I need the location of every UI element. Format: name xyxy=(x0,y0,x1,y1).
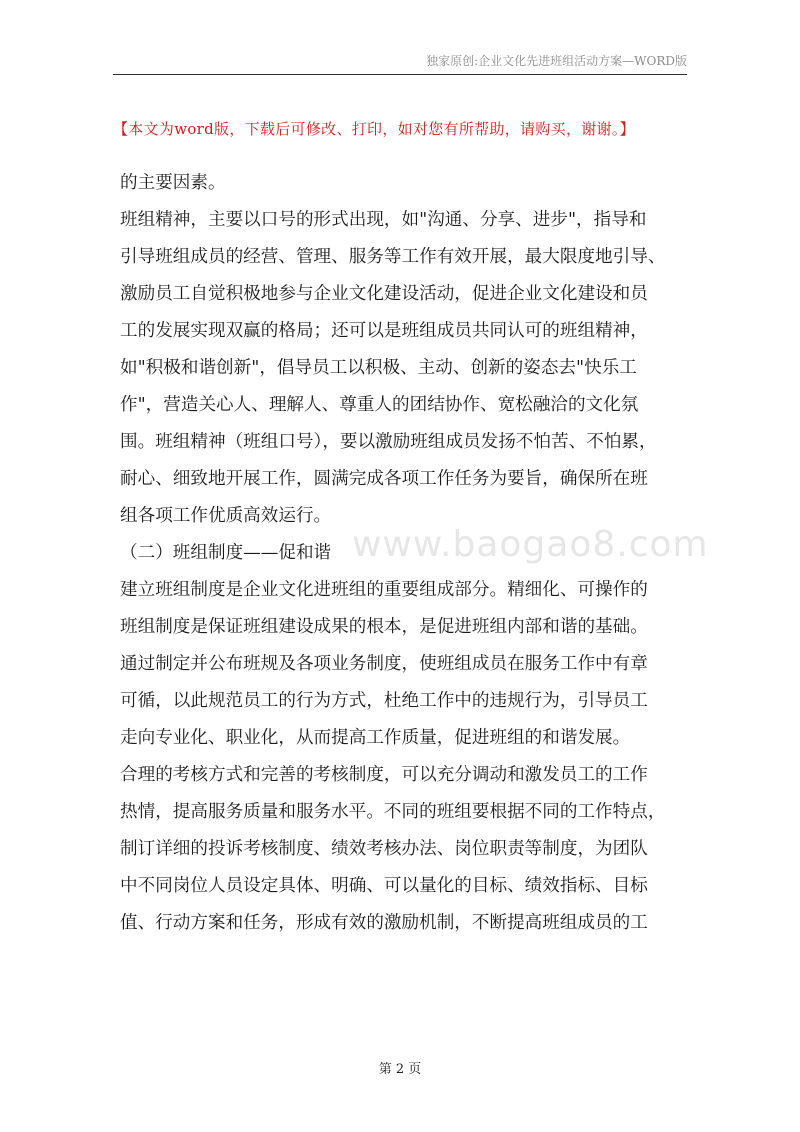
body-line: 值、行动方案和任务，形成有效的激励机制，不断提高班组成员的工 xyxy=(120,913,648,933)
body-line: 制订详细的投诉考核制度、绩效考核办法、岗位职责等制度，为团队 xyxy=(120,839,648,859)
site-watermark: www.baogao8.com xyxy=(352,524,709,565)
body-line: 通过制定并公布班规及各项业务制度，使班组成员在服务工作中有章 xyxy=(120,654,648,674)
body-line: 热情，提高服务质量和服务水平。不同的班组要根据不同的工作特点， xyxy=(120,802,666,822)
body-line: 激励员工自觉积极地参与企业文化建设活动，促进企业文化建设和员 xyxy=(120,284,648,304)
body-line: 合理的考核方式和完善的考核制度，可以充分调动和激发员工的工作 xyxy=(120,765,648,785)
body-line: 引导班组成员的经营、管理、服务等工作有效开展，最大限度地引导、 xyxy=(120,247,666,267)
document-body xyxy=(120,165,686,942)
purchase-notice: 【本文为word版，下载后可修改、打印，如对您有所帮助，请购买，谢谢。】 xyxy=(113,120,635,138)
page-number: 第 2 页 xyxy=(378,1062,422,1077)
body-line: 班组制度是保证班组建设成果的根本，是促进班组内部和谐的基础。 xyxy=(120,617,648,637)
body-line: 可循，以此规范员工的行为方式，杜绝工作中的违规行为，引导员工 xyxy=(120,691,648,711)
header-divider xyxy=(113,74,687,75)
body-line: 中不同岗位人员设定具体、明确、可以量化的目标、绩效指标、目标 xyxy=(120,876,648,896)
body-line: 如"积极和谐创新"，倡导员工以积极、主动、创新的姿态去"快乐工 xyxy=(120,358,637,378)
page-header-title: 独家原创:企业文化先进班组活动方案—WORD版 xyxy=(426,54,687,68)
body-line: 建立班组制度是企业文化进班组的重要组成部分。精细化、可操作的 xyxy=(120,580,648,600)
body-line: 作"，营造关心人、理解人、尊重人的团结协作、宽松融洽的文化氛 xyxy=(120,395,639,415)
body-line: 走向专业化、职业化，从而提高工作质量，促进班组的和谐发展。 xyxy=(120,728,631,748)
body-line: 的主要因素。 xyxy=(120,173,226,193)
body-line: 耐心、细致地开展工作，圆满完成各项工作任务为要旨，确保所在班 xyxy=(120,469,648,489)
body-line: 围。班组精神（班组口号），要以激励班组成员发扬不怕苦、不怕累， xyxy=(120,432,657,452)
body-line: 班组精神，主要以口号的形式出现，如"沟通、分享、进步"，指导和 xyxy=(120,210,647,230)
section-heading: （二）班组制度——促和谐 xyxy=(120,543,332,563)
body-line: 工的发展实现双赢的格局；还可以是班组成员共同认可的班组精神， xyxy=(120,321,648,341)
body-line: 组各项工作优质高效运行。 xyxy=(120,506,332,526)
